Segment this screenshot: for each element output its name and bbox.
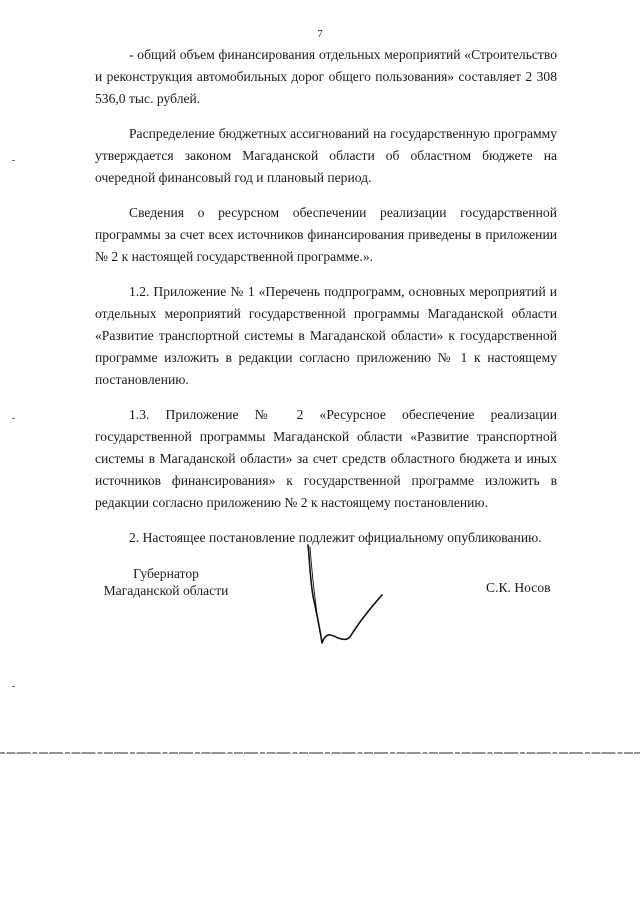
paragraph-budget-allocation: Распределение бюджетных ассигнований на государственную программу утверждается законом Магаданской области об областном бюджете на очередной финансовый год и плановый период. — [95, 126, 557, 185]
signer-title-line-1: Губернатор — [133, 566, 199, 581]
signature-block — [0, 565, 640, 675]
signer-title-line-2: Магаданской области — [103, 583, 229, 598]
paragraph-publication: 2. Настоящее постановление подлежит официальному опубликованию. — [129, 530, 542, 545]
paragraph-appendix-2: 1.3. Приложение № 2 «Ресурсное обеспечение реализации государственной программы Магаданской области «Развитие транспортной системы в Магаданской области» за счет средств областного бюджета и иных источников финансирования» к государственной программе изложить в редакции согласно приложению № 2 к настоящему постановлению. — [95, 407, 557, 510]
signer-name: С.К. Носов — [486, 580, 551, 595]
footer-rule — [0, 752, 640, 754]
paragraph-resource-info: Сведения о ресурсном обеспечении реализации государственной программы за счет всех источников финансирования приведены в приложении № 2 к настоящей государственной программе.». — [95, 205, 557, 264]
paragraph-financing-volume: - общий объем финансирования отдельных мероприятий «Строительство и реконструкция автомобильных дорог общего пользования» составляет 2 308 536,0 тыс. рублей. — [95, 47, 557, 106]
handwritten-signature — [298, 543, 398, 653]
margin-mark — [12, 418, 15, 419]
page-number: 7 — [317, 28, 323, 40]
document-body — [95, 44, 557, 549]
margin-mark — [12, 160, 15, 161]
signer-title — [96, 565, 236, 599]
paragraph-appendix-1: 1.2. Приложение № 1 «Перечень подпрограмм, основных мероприятий и отдельных мероприятий государственной программы Магаданской области «Развитие транспортной системы в Магаданской области» к государственной программе изложить в редакции согласно приложению № 1 к настоящему постановлению. — [95, 284, 557, 387]
margin-mark — [12, 686, 15, 687]
